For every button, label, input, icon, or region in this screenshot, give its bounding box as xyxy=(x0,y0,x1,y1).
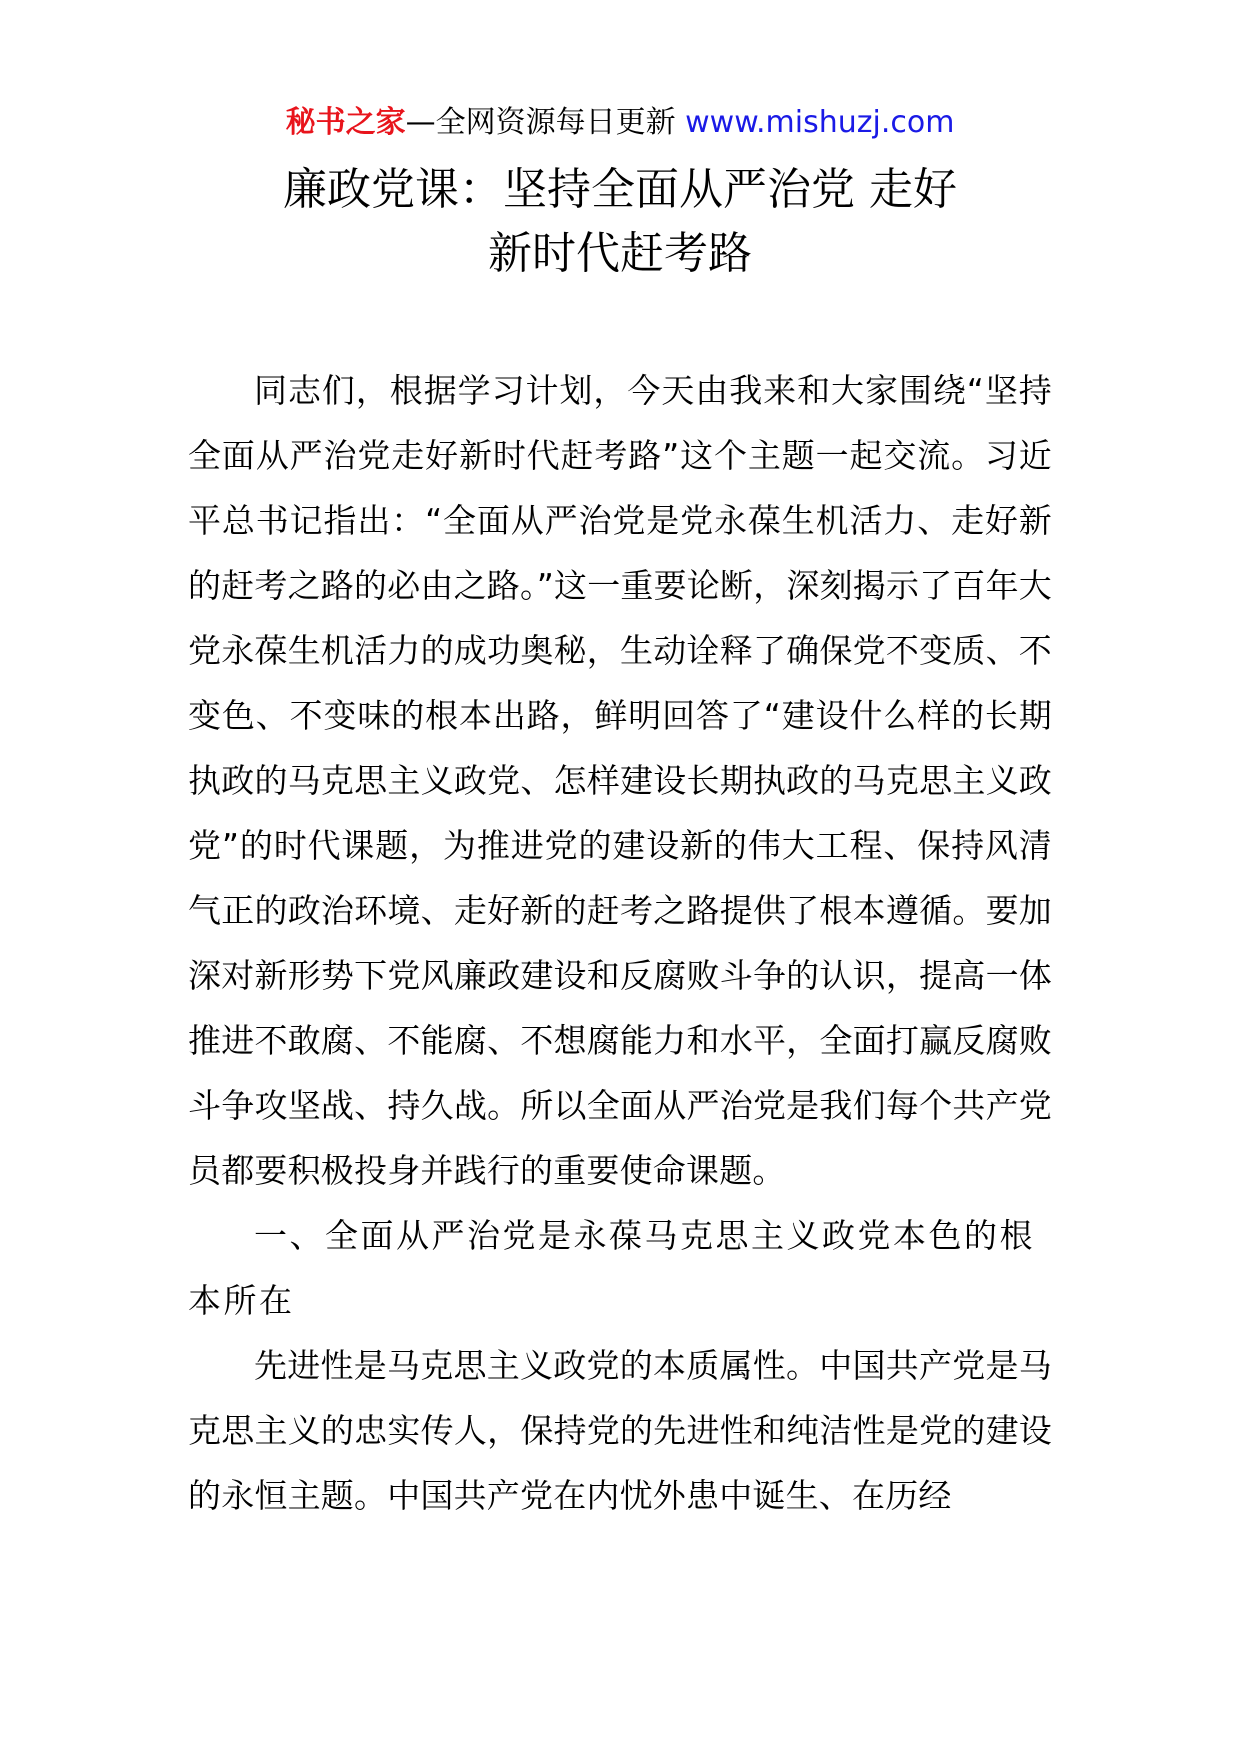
document-title xyxy=(0,158,1240,286)
site-url[interactable]: www.mishuzj.com xyxy=(685,105,955,140)
section-heading: 一、全面从严治党是永葆马克思主义政党本色的根本所在 xyxy=(188,1216,1035,1320)
title-line-1: 廉政党课：坚持全面从严治党 走好 xyxy=(283,164,957,215)
document-body xyxy=(188,358,1052,1528)
brand-name: 秘书之家 xyxy=(285,105,406,140)
body-paragraph: 同志们，根据学习计划，今天由我来和大家围绕“坚持全面从严治党走好新时代赶考路”这个主题一起交流。习近平总书记指出：“全面从严治党是党永葆生机活力、走好新的赶考之路的必由之路。”这一重要论断，深刻揭示了百年大党永葆生机活力的成功奥秘，生动诠释了确保党不变质、不变色、不变味的根本出路，鲜明回答了“建设什么样的长期执政的马克思主义政党、怎样建设长期执政的马克思主义政党”的时代课题，为推进党的建设新的伟大工程、保持风清气正的政治环境、走好新的赶考之路提供了根本遵循。要加深对新形势下党风廉政建设和反腐败斗争的认识，提高一体推进不敢腐、不能腐、不想腐能力和水平，全面打赢反腐败斗争攻坚战、持久战。所以全面从严治党是我们每个共产党员都要积极投身并践行的重要使命课题。 xyxy=(188,371,1052,1190)
header-tagline: —全网资源每日更新 xyxy=(405,105,676,140)
site-header xyxy=(0,98,1240,148)
body-paragraph: 先进性是马克思主义政党的本质属性。中国共产党是马克思主义的忠实传人，保持党的先进性和纯洁性是党的建设的永恒主题。中国共产党在内忧外患中诞生、在历经 xyxy=(188,1346,1052,1515)
title-line-2: 新时代赶考路 xyxy=(488,228,752,279)
